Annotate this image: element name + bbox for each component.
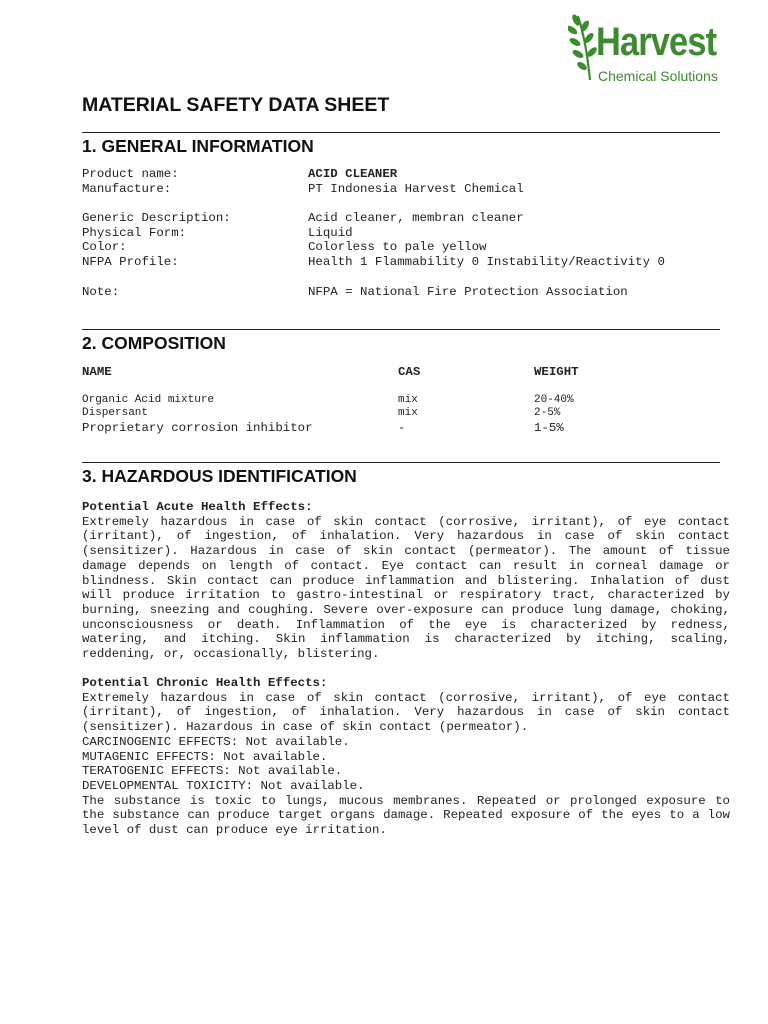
column-header-weight: WEIGHT [534, 365, 579, 379]
teratogenic-effects: TERATOGENIC EFFECTS: Not available. [82, 764, 343, 779]
info-key: Color: [82, 240, 127, 255]
section-divider [82, 462, 720, 463]
section-heading-general: 1. GENERAL INFORMATION [82, 136, 314, 156]
column-header-name: NAME [82, 365, 112, 379]
cell-cas: mix [398, 406, 418, 419]
acute-effects-block [82, 500, 730, 662]
chronic-effects-title: Potential Chronic Health Effects: [82, 676, 328, 690]
chronic-effects-block [82, 676, 730, 838]
acute-effects-title: Potential Acute Health Effects: [82, 500, 313, 514]
info-value: Health 1 Flammability 0 Instability/Reactivity 0 [308, 255, 665, 270]
logo-brand: Harvest [596, 20, 717, 64]
section-heading-hazard: 3. HAZARDOUS IDENTIFICATION [82, 466, 357, 486]
info-key: Product name: [82, 167, 179, 181]
info-value: ACID CLEANER [308, 167, 398, 181]
chronic-effects-text: Extremely hazardous in case of skin contact (corrosive, irritant), of eye contact (irritant), of ingestion, of inhalation. Very hazardous in case of skin contact (sensitizer). Hazardous in case of skin contact (permeator). [82, 690, 730, 735]
cell-name: Organic Acid mixture [82, 394, 215, 406]
cell-weight: 1-5% [534, 421, 564, 435]
section-divider [82, 329, 720, 330]
info-value: Liquid [308, 225, 353, 240]
cell-weight: 20-40% [534, 394, 574, 406]
logo-tagline: Chemical Solutions [598, 68, 718, 84]
info-value: NFPA = National Fire Protection Association [308, 284, 628, 299]
mutagenic-effects: MUTAGENIC EFFECTS: Not available. [82, 749, 328, 764]
info-value: PT Indonesia Harvest Chemical [308, 181, 524, 196]
carcinogenic-effects: CARCINOGENIC EFFECTS: Not available. [82, 734, 350, 749]
company-logo [568, 12, 738, 84]
info-value: Acid cleaner, membran cleaner [308, 211, 524, 226]
cell-cas: mix [398, 394, 418, 406]
cell-name: Dispersant [82, 406, 149, 419]
info-value: Colorless to pale yellow [308, 240, 487, 255]
document-title: MATERIAL SAFETY DATA SHEET [82, 94, 390, 116]
closing-text: The substance is toxic to lungs, mucous membranes. Repeated or prolonged exposure to the substance can produce target organs damage. Repeated exposure of the eyes to a low level of dust can produce eye irritation. [82, 793, 730, 838]
acute-effects-text: Extremely hazardous in case of skin contact (corrosive, irritant), of eye contact (irritant), of ingestion, of inhalation. Very hazardous in case of skin contact (sensitizer). Hazardous in case of skin contact (permeator). The amount of tissue damage depends on length of contact. Eye contact can result in corneal damage or blindness. Skin contact can produce inflammation and blistering. Inhalation of dust will produce irritation to gastro-intestinal or respiratory tract, characterized by burning, sneezing and coughing. Severe over-exposure can produce lung damage, choking, unconsciousness or death. Inflammation of the eye is characterized by redness, watering, and itching. Skin inflammation is characterized by itching, scaling, reddening, or, occasionally, blistering. [82, 514, 730, 662]
column-header-cas: CAS [398, 365, 421, 379]
info-key: Generic Description: [82, 211, 231, 226]
section-heading-composition: 2. COMPOSITION [82, 333, 226, 353]
info-key: NFPA Profile: [82, 255, 179, 270]
cell-name: Proprietary corrosion inhibitor [82, 421, 313, 435]
info-key: Manufacture: [82, 181, 172, 196]
section-divider [82, 132, 720, 133]
info-key: Physical Form: [82, 225, 187, 240]
developmental-toxicity: DEVELOPMENTAL TOXICITY: Not available. [82, 778, 365, 793]
cell-cas: - [398, 421, 406, 435]
cell-weight: 2-5% [534, 406, 561, 419]
info-key: Note: [82, 284, 120, 299]
